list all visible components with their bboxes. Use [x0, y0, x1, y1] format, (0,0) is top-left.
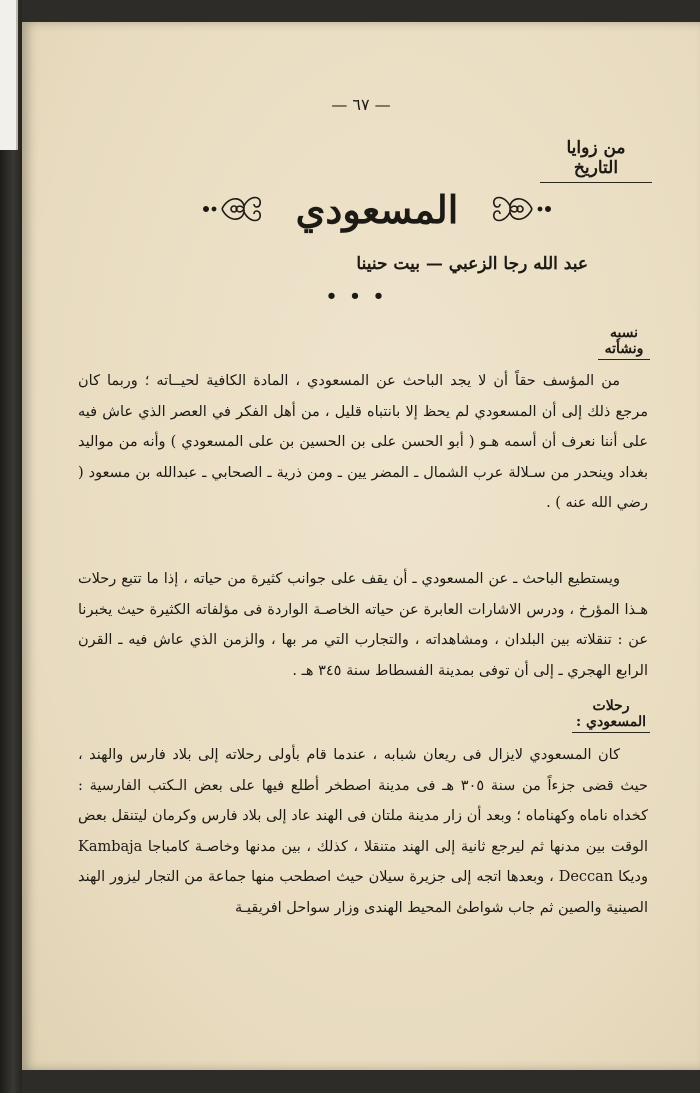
paragraph-lineage-1 [78, 366, 648, 519]
paragraph-text: ويستطيع الباحث ـ عن المسعودي ـ أن يقف على جوانب كثيرة من حياته ، إذا ما تتبع رحلات هـذا المؤرخ ، ودرس الاشارات العابرة عن حياته الخاصـة الواردة فى مؤلفاته الكثيرة حيث يخبرنا عن : تنقلاته بين البلدان ، ومشاهداته ، والتجارب التي مر بها ، والزمن الذي عاش فيه ـ القرن الرابع الهجري ـ إلى أن توفى بمدينة الفسطاط سنة ٣٤٥ هـ . [78, 571, 648, 679]
paragraph-text: كان المسعودي لايزال فى ريعان شبابه ، عندما قام بأولى رحلاته إلى بلاد فارس والهند ، حيث قضى جزءاً من سنة ٣٠٥ هـ فى مدينة اصطخر أطلع فيها على بعض الـكتب الفارسية : كخداه ناماه وكهناماه ؛ وبعد أن زار مدينة ملتان فى الهند عاد إلى بلاد فارس وكرمان ليتنقل بعض الوقت بين مدنها ثم ليرجع ثانية إلى الهند متنقلا ، كذلك ، بين مدنها وخاصـة كامباجا Kambaja وديكا Deccan ، وبعدها اتجه إلى جزيرة سيلان حيث اصطحب منها جماعة من التجار ليزور الهند الصينية والصين ثم جاب شواطئ المحيط الهندى وزار سواحل افريقيـة [78, 747, 649, 916]
left-floral-ornament-icon [198, 188, 268, 230]
page-number: — ٦٧ — [331, 95, 391, 114]
section-heading-lineage: نسبه ونشأته [598, 325, 650, 360]
right-floral-ornament-icon [486, 188, 556, 230]
book-spine-edge [0, 0, 22, 1093]
section-heading-travels: رحلات المسعودي : [572, 698, 650, 733]
title-block [192, 180, 562, 240]
page-edge-strip [0, 0, 18, 150]
paragraph-text: من المؤسف حقاً أن لا يجد الباحث عن المسعودي ، المادة الكافية لحيــاته ؛ وربما كان مرجع ذلك إلى أن المسعودي لم يحظ إلا بانتباه قليل ، من أهل الفكر في العصر الذي عاش فيه على أننا نعرف أن أسمه هـو ( أبو الحسن على بن الحسين بن على المسعودي ) وأنه من مواليد بغداد وينحدر من سـلالة عرب الشمال ـ المضر يين ـ ومن ذرية ـ الصحابي ـ عبدالله بن مسعود ( رضي الله عنه ) . [78, 373, 648, 511]
author-byline: عبد الله رجا الزعبي — بيت حنينا [356, 254, 588, 274]
separator-dots: ••• [325, 286, 397, 307]
section-label: من زوايا التاريخ [540, 138, 652, 183]
paragraph-travels-1 [78, 740, 648, 923]
book-page [22, 22, 700, 1070]
article-title: المسعودي [295, 187, 459, 232]
paragraph-lineage-2 [78, 564, 648, 686]
